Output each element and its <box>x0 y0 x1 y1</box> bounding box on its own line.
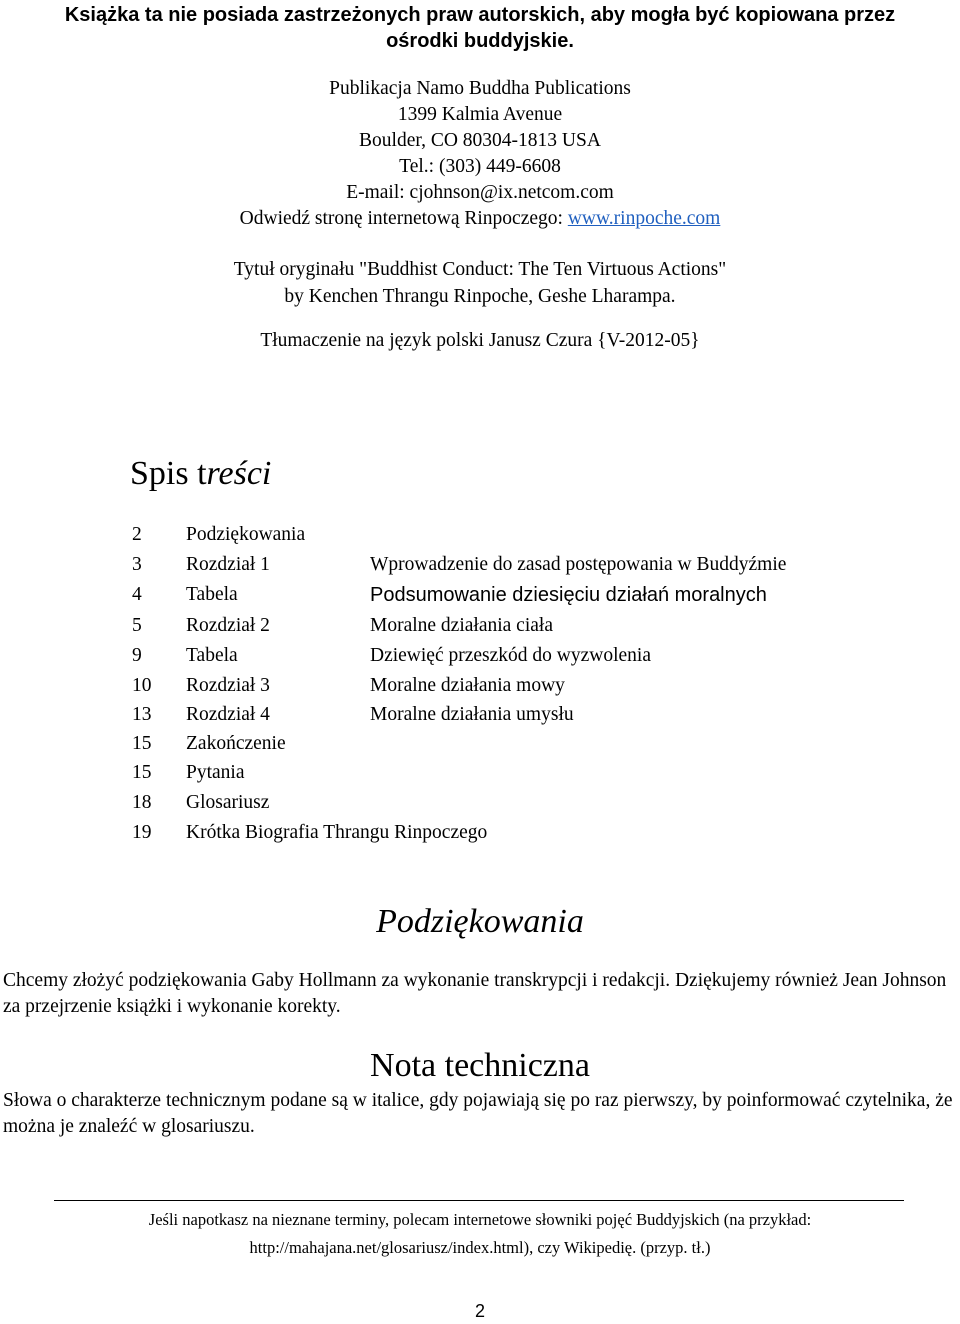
toc-entry[interactable] <box>0 758 960 788</box>
visit-text: Odwiedź stronę internetową Rinpoczego: <box>239 208 568 229</box>
technical-note-text: Słowa o charakterze technicznym podane są w italice, gdy pojawiają się po raz pierwszy, by poinformować czytelnika, że można je znaleźć w glosariuszu. <box>3 1090 953 1137</box>
toc-desc: Moralne działania umysłu <box>370 704 574 725</box>
toc-label: Rozdział 2 <box>186 615 270 636</box>
publisher-line-5: E-mail: cjohnson@ix.netcom.com <box>346 182 614 203</box>
toc-entry[interactable] <box>0 788 960 818</box>
toc-label: Glosariusz <box>186 792 270 813</box>
toc-desc: Moralne działania mowy <box>370 675 565 696</box>
toc-entry[interactable] <box>0 580 960 610</box>
toc-label: Rozdział 1 <box>186 554 270 575</box>
publisher-block <box>0 76 960 232</box>
toc-page: 4 <box>132 584 142 605</box>
toc-label: Podziękowania <box>186 524 306 545</box>
acknowledgements-heading: Podziękowania <box>376 903 584 940</box>
notice-line-1: Książka ta nie posiada zastrzeżonych praw autorskich, aby mogła być kopiowana przez <box>64 4 896 26</box>
toc-heading <box>130 452 271 496</box>
toc-entry[interactable] <box>0 520 960 550</box>
footnote <box>0 1206 960 1262</box>
toc-label: Rozdział 3 <box>186 675 270 696</box>
footnote-divider <box>54 1200 904 1201</box>
publisher-line-1: Publikacja Namo Buddha Publications <box>329 78 631 99</box>
website-link[interactable]: www.rinpoche.com <box>567 208 721 229</box>
publisher-visit-line <box>0 206 960 232</box>
toc-heading-italic: reści <box>206 455 272 492</box>
technical-note-heading: Nota techniczna <box>370 1047 590 1084</box>
original-title-block <box>0 256 960 310</box>
toc-page: 18 <box>132 792 152 813</box>
toc-label: Zakończenie <box>186 733 286 754</box>
page-number: 2 <box>474 1301 485 1321</box>
toc-page: 5 <box>132 615 142 636</box>
toc-entry[interactable] <box>0 550 960 580</box>
publisher-line-3: Boulder, CO 80304-1813 USA <box>359 130 601 151</box>
toc-entry[interactable] <box>0 729 960 759</box>
toc-label: Pytania <box>186 762 245 783</box>
toc-desc: Podsumowanie dziesięciu działań moralnych <box>370 584 767 606</box>
toc-page: 15 <box>132 762 152 783</box>
original-title-line-1: Tytuł oryginału "Buddhist Conduct: The Ten Virtuous Actions" <box>233 259 727 280</box>
toc-entry[interactable] <box>0 671 960 701</box>
toc-page: 15 <box>132 733 152 754</box>
original-title-line-2: by Kenchen Thrangu Rinpoche, Geshe Lharampa. <box>284 286 676 307</box>
toc-entry[interactable] <box>0 818 960 848</box>
translation-credit: Tłumaczenie na język polski Janusz Czura {V-2012-05} <box>260 330 700 351</box>
publisher-line-2: 1399 Kalmia Avenue <box>397 104 563 125</box>
copyright-notice <box>0 2 960 54</box>
toc-page: 13 <box>132 704 152 725</box>
toc-page: 3 <box>132 554 142 575</box>
toc-page: 19 <box>132 822 152 843</box>
toc-label: Krótka Biografia Thrangu Rinpoczego <box>186 822 488 843</box>
toc-label: Rozdział 4 <box>186 704 270 725</box>
toc-entry[interactable] <box>0 611 960 641</box>
toc-desc: Moralne działania ciała <box>370 615 553 636</box>
toc-entry[interactable] <box>0 641 960 671</box>
toc-page: 9 <box>132 645 142 666</box>
toc-desc: Wprowadzenie do zasad postępowania w Buddyźmie <box>370 554 787 575</box>
toc-label: Tabela <box>186 645 238 666</box>
notice-line-2: ośrodki buddyjskie. <box>386 30 574 52</box>
acknowledgements-text: Chcemy złożyć podziękowania Gaby Hollmann za wykonanie transkrypcji i redakcji. Dziękujemy również Jean Johnson za przejrzenie książki i wykonanie korekty. <box>3 970 947 1017</box>
toc-label: Tabela <box>186 584 238 605</box>
footnote-line-1: Jeśli napotkasz na nieznane terminy, polecam internetowe słowniki pojęć Buddyjskich (na przykład: <box>148 1210 812 1229</box>
toc-page: 10 <box>132 675 152 696</box>
toc-entry[interactable] <box>0 700 960 730</box>
footnote-line-2: http://mahajana.net/glosariusz/index.html), czy Wikipedię. (przyp. tł.) <box>249 1238 711 1257</box>
publisher-line-4: Tel.: (303) 449-6608 <box>399 156 561 177</box>
toc-desc: Dziewięć przeszkód do wyzwolenia <box>370 645 652 666</box>
toc-page: 2 <box>132 524 142 545</box>
toc-heading-plain: Spis t <box>130 455 207 492</box>
